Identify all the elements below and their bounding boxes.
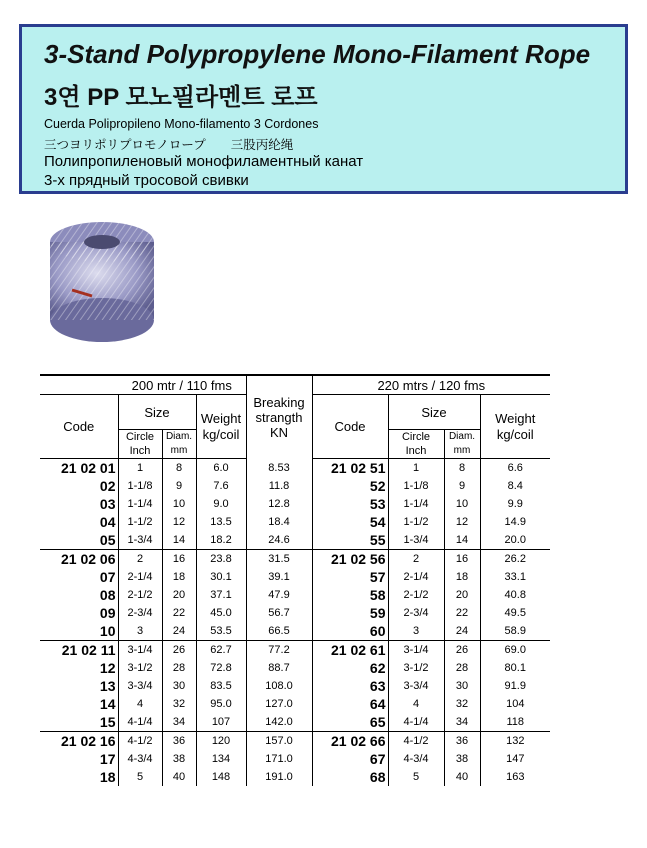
right-weight: 6.6 — [480, 459, 550, 478]
right-weight: 118 — [480, 713, 550, 732]
right-diam: 32 — [444, 695, 480, 713]
rope-coil-image — [38, 212, 166, 350]
breaking-strength: 127.0 — [246, 695, 312, 713]
right-circle: 4-3/4 — [388, 750, 444, 768]
right-diam: 26 — [444, 641, 480, 660]
left-weight: 37.1 — [196, 586, 246, 604]
left-code-suffix: 01 — [99, 460, 116, 476]
breaking-strength: 31.5 — [246, 550, 312, 569]
table-row — [40, 531, 550, 550]
right-weight: 8.4 — [480, 477, 550, 495]
left-code — [40, 622, 118, 641]
table-row — [40, 604, 550, 622]
right-circle: 3 — [388, 622, 444, 641]
table-row — [40, 695, 550, 713]
right-circle: 1-1/4 — [388, 495, 444, 513]
code-header-right: Code — [312, 395, 388, 459]
right-circle: 4-1/4 — [388, 713, 444, 732]
table-row — [40, 495, 550, 513]
right-circle: 1-1/2 — [388, 513, 444, 531]
left-code — [40, 459, 118, 478]
left-diam: 38 — [162, 750, 196, 768]
table-row — [40, 550, 550, 569]
table-row — [40, 477, 550, 495]
right-circle: 1-3/4 — [388, 531, 444, 550]
breaking-strength: 108.0 — [246, 677, 312, 695]
left-diam: 8 — [162, 459, 196, 478]
right-code — [312, 732, 388, 751]
right-code-prefix: 21 02 — [330, 733, 367, 749]
right-diam: 36 — [444, 732, 480, 751]
left-weight: 107 — [196, 713, 246, 732]
left-code — [40, 550, 118, 569]
left-diam: 34 — [162, 713, 196, 732]
left-diam: 16 — [162, 550, 196, 569]
right-weight: 40.8 — [480, 586, 550, 604]
right-weight: 14.9 — [480, 513, 550, 531]
breaking-strength: 8.53 — [246, 459, 312, 478]
right-code-suffix: 53 — [369, 496, 386, 512]
right-circle: 3-1/4 — [388, 641, 444, 660]
left-diam: 24 — [162, 622, 196, 641]
left-weight: 95.0 — [196, 695, 246, 713]
right-diam: 30 — [444, 677, 480, 695]
left-diam: 22 — [162, 604, 196, 622]
left-weight: 148 — [196, 768, 246, 786]
left-code — [40, 495, 118, 513]
left-code-suffix: 04 — [99, 514, 116, 530]
left-weight: 83.5 — [196, 677, 246, 695]
right-diam: 28 — [444, 659, 480, 677]
right-code — [312, 459, 388, 478]
left-code-suffix: 06 — [99, 551, 116, 567]
left-circle: 5 — [118, 768, 162, 786]
breaking-strength: 88.7 — [246, 659, 312, 677]
table-row — [40, 659, 550, 677]
left-code-suffix: 09 — [99, 605, 116, 621]
right-code-suffix: 61 — [369, 642, 386, 658]
right-code-suffix: 62 — [369, 660, 386, 676]
left-weight: 23.8 — [196, 550, 246, 569]
breaking-strength: 171.0 — [246, 750, 312, 768]
left-diam: 10 — [162, 495, 196, 513]
left-code — [40, 732, 118, 751]
right-code — [312, 677, 388, 695]
left-circle: 2-1/2 — [118, 586, 162, 604]
right-circle: 2-3/4 — [388, 604, 444, 622]
left-circle: 1-3/4 — [118, 531, 162, 550]
breaking-strength: 142.0 — [246, 713, 312, 732]
right-diam: 16 — [444, 550, 480, 569]
left-code-suffix: 12 — [99, 660, 116, 676]
left-circle: 2-1/4 — [118, 568, 162, 586]
right-weight: 20.0 — [480, 531, 550, 550]
left-circle: 2-3/4 — [118, 604, 162, 622]
left-weight: 6.0 — [196, 459, 246, 478]
left-code — [40, 477, 118, 495]
left-code — [40, 695, 118, 713]
breaking-strength: 24.6 — [246, 531, 312, 550]
right-code-suffix: 54 — [369, 514, 386, 530]
title-japanese-chinese: 三つヨリポリプロモノロープ 三股丙纶绳 — [44, 138, 294, 152]
right-code-suffix: 68 — [369, 769, 386, 785]
table-row — [40, 459, 550, 478]
right-circle: 4-1/2 — [388, 732, 444, 751]
breaking-strength: 191.0 — [246, 768, 312, 786]
right-code-suffix: 57 — [369, 569, 386, 585]
left-code-prefix: 21 02 — [60, 551, 97, 567]
right-code-suffix: 60 — [369, 623, 386, 639]
right-code — [312, 531, 388, 550]
right-weight: 26.2 — [480, 550, 550, 569]
left-weight: 62.7 — [196, 641, 246, 660]
breaking-strength-header: Breaking strangth KN — [246, 375, 312, 459]
left-code — [40, 513, 118, 531]
right-code — [312, 550, 388, 569]
right-weight: 9.9 — [480, 495, 550, 513]
left-code-suffix: 14 — [99, 696, 116, 712]
left-circle: 4 — [118, 695, 162, 713]
left-code — [40, 568, 118, 586]
left-circle: 4-3/4 — [118, 750, 162, 768]
left-code — [40, 677, 118, 695]
right-diam: 34 — [444, 713, 480, 732]
right-code-suffix: 55 — [369, 532, 386, 548]
right-code — [312, 495, 388, 513]
right-code-prefix: 21 02 — [330, 460, 367, 476]
left-diam: 36 — [162, 732, 196, 751]
table-row — [40, 768, 550, 786]
left-weight: 18.2 — [196, 531, 246, 550]
circle-header-right: Circle Inch — [388, 430, 444, 459]
left-code-suffix: 13 — [99, 678, 116, 694]
right-weight: 49.5 — [480, 604, 550, 622]
right-code-suffix: 65 — [369, 714, 386, 730]
left-circle: 3-1/4 — [118, 641, 162, 660]
title-russian-line2: 3-х прядный тросовой свивки — [44, 172, 249, 189]
title-spanish: Cuerda Polipropileno Mono-filamento 3 Cordones — [44, 117, 319, 131]
right-code-suffix: 63 — [369, 678, 386, 694]
breaking-strength: 39.1 — [246, 568, 312, 586]
weight-header-right: Weight kg/coil — [480, 395, 550, 459]
left-circle: 4-1/4 — [118, 713, 162, 732]
breaking-strength: 18.4 — [246, 513, 312, 531]
right-code-suffix: 64 — [369, 696, 386, 712]
left-code — [40, 713, 118, 732]
right-weight: 132 — [480, 732, 550, 751]
breaking-strength: 56.7 — [246, 604, 312, 622]
right-diam: 10 — [444, 495, 480, 513]
right-code — [312, 568, 388, 586]
right-circle: 5 — [388, 768, 444, 786]
right-code — [312, 513, 388, 531]
left-circle: 1-1/8 — [118, 477, 162, 495]
left-code-suffix: 10 — [99, 623, 116, 639]
right-weight: 104 — [480, 695, 550, 713]
right-weight: 91.9 — [480, 677, 550, 695]
breaking-strength: 47.9 — [246, 586, 312, 604]
right-circle: 1-1/8 — [388, 477, 444, 495]
left-code — [40, 531, 118, 550]
breaking-strength: 77.2 — [246, 641, 312, 660]
diam-header-right: Diam. mm — [444, 430, 480, 459]
right-code — [312, 622, 388, 641]
right-circle: 3-1/2 — [388, 659, 444, 677]
right-code — [312, 604, 388, 622]
right-diam: 14 — [444, 531, 480, 550]
left-diam: 20 — [162, 586, 196, 604]
left-diam: 26 — [162, 641, 196, 660]
right-code — [312, 768, 388, 786]
left-weight: 134 — [196, 750, 246, 768]
left-weight: 30.1 — [196, 568, 246, 586]
table-row — [40, 641, 550, 660]
right-diam: 18 — [444, 568, 480, 586]
right-code-suffix: 52 — [369, 478, 386, 494]
right-diam: 8 — [444, 459, 480, 478]
left-weight: 120 — [196, 732, 246, 751]
weight-header-left: Weight kg/coil — [196, 395, 246, 459]
breaking-strength: 157.0 — [246, 732, 312, 751]
left-diam: 9 — [162, 477, 196, 495]
right-code-prefix: 21 02 — [330, 642, 367, 658]
right-code — [312, 713, 388, 732]
table-row — [40, 732, 550, 751]
right-diam: 9 — [444, 477, 480, 495]
left-code-suffix: 15 — [99, 714, 116, 730]
right-code-suffix: 66 — [369, 733, 386, 749]
left-code — [40, 604, 118, 622]
right-group-header: 220 mtrs / 120 fms — [312, 375, 550, 395]
right-weight: 163 — [480, 768, 550, 786]
right-code-suffix: 59 — [369, 605, 386, 621]
left-weight: 13.5 — [196, 513, 246, 531]
right-code-suffix: 58 — [369, 587, 386, 603]
right-diam: 20 — [444, 586, 480, 604]
table-row — [40, 568, 550, 586]
left-circle: 1-1/2 — [118, 513, 162, 531]
right-code-suffix: 51 — [369, 460, 386, 476]
left-code-suffix: 17 — [99, 751, 116, 767]
left-group-header: 200 mtr / 110 fms — [118, 375, 246, 395]
left-code-prefix: 21 02 — [60, 733, 97, 749]
size-header-right: Size — [388, 395, 480, 430]
left-code — [40, 768, 118, 786]
left-code — [40, 659, 118, 677]
right-circle: 4 — [388, 695, 444, 713]
table-row — [40, 750, 550, 768]
circle-header-left: Circle Inch — [118, 430, 162, 459]
left-diam: 40 — [162, 768, 196, 786]
right-code — [312, 641, 388, 660]
left-code — [40, 586, 118, 604]
breaking-strength: 11.8 — [246, 477, 312, 495]
right-code — [312, 750, 388, 768]
left-diam: 12 — [162, 513, 196, 531]
left-code — [40, 641, 118, 660]
right-weight: 33.1 — [480, 568, 550, 586]
left-circle: 1-1/4 — [118, 495, 162, 513]
right-weight: 80.1 — [480, 659, 550, 677]
left-weight: 53.5 — [196, 622, 246, 641]
right-weight: 147 — [480, 750, 550, 768]
left-circle: 3 — [118, 622, 162, 641]
breaking-strength: 12.8 — [246, 495, 312, 513]
size-header-left: Size — [118, 395, 196, 430]
right-weight: 58.9 — [480, 622, 550, 641]
left-code-suffix: 16 — [99, 733, 116, 749]
title-korean: 3연 PP 모노필라멘트 로프 — [44, 84, 318, 111]
left-code — [40, 750, 118, 768]
left-code-suffix: 11 — [100, 642, 116, 658]
left-diam: 14 — [162, 531, 196, 550]
left-code-prefix: 21 02 — [60, 460, 97, 476]
table-row — [40, 713, 550, 732]
left-circle: 4-1/2 — [118, 732, 162, 751]
title-russian-line1: Полипропиленовый монофиламентный канат — [44, 153, 364, 170]
title-english: 3-Stand Polypropylene Mono-Filament Rope — [44, 39, 591, 69]
left-circle: 3-3/4 — [118, 677, 162, 695]
left-diam: 32 — [162, 695, 196, 713]
left-weight: 72.8 — [196, 659, 246, 677]
table-row — [40, 622, 550, 641]
right-circle: 2-1/2 — [388, 586, 444, 604]
right-circle: 2-1/4 — [388, 568, 444, 586]
left-circle: 3-1/2 — [118, 659, 162, 677]
code-header-left: Code — [40, 395, 118, 459]
left-code-suffix: 03 — [99, 496, 116, 512]
left-diam: 30 — [162, 677, 196, 695]
left-weight: 45.0 — [196, 604, 246, 622]
left-code-suffix: 02 — [99, 478, 116, 494]
left-weight: 9.0 — [196, 495, 246, 513]
table-row — [40, 586, 550, 604]
left-code-suffix: 05 — [99, 532, 116, 548]
left-code-suffix: 07 — [99, 569, 116, 585]
left-code-suffix: 08 — [99, 587, 116, 603]
right-code — [312, 695, 388, 713]
left-diam: 28 — [162, 659, 196, 677]
right-weight: 69.0 — [480, 641, 550, 660]
left-weight: 7.6 — [196, 477, 246, 495]
breaking-strength: 66.5 — [246, 622, 312, 641]
right-code-suffix: 56 — [369, 551, 386, 567]
right-diam: 24 — [444, 622, 480, 641]
left-code-suffix: 18 — [99, 769, 116, 785]
right-circle: 2 — [388, 550, 444, 569]
right-diam: 22 — [444, 604, 480, 622]
rope-spec-table — [40, 374, 550, 786]
right-diam: 12 — [444, 513, 480, 531]
diam-header-left: Diam. mm — [162, 430, 196, 459]
right-diam: 40 — [444, 768, 480, 786]
left-circle: 1 — [118, 459, 162, 478]
left-diam: 18 — [162, 568, 196, 586]
right-code — [312, 586, 388, 604]
left-circle: 2 — [118, 550, 162, 569]
right-code — [312, 659, 388, 677]
table-row — [40, 513, 550, 531]
left-code-prefix: 21 02 — [61, 642, 97, 658]
right-code — [312, 477, 388, 495]
table-row — [40, 677, 550, 695]
right-circle: 1 — [388, 459, 444, 478]
right-code-prefix: 21 02 — [330, 551, 367, 567]
right-code-suffix: 67 — [369, 751, 386, 767]
header-box — [19, 24, 628, 194]
right-diam: 38 — [444, 750, 480, 768]
right-circle: 3-3/4 — [388, 677, 444, 695]
